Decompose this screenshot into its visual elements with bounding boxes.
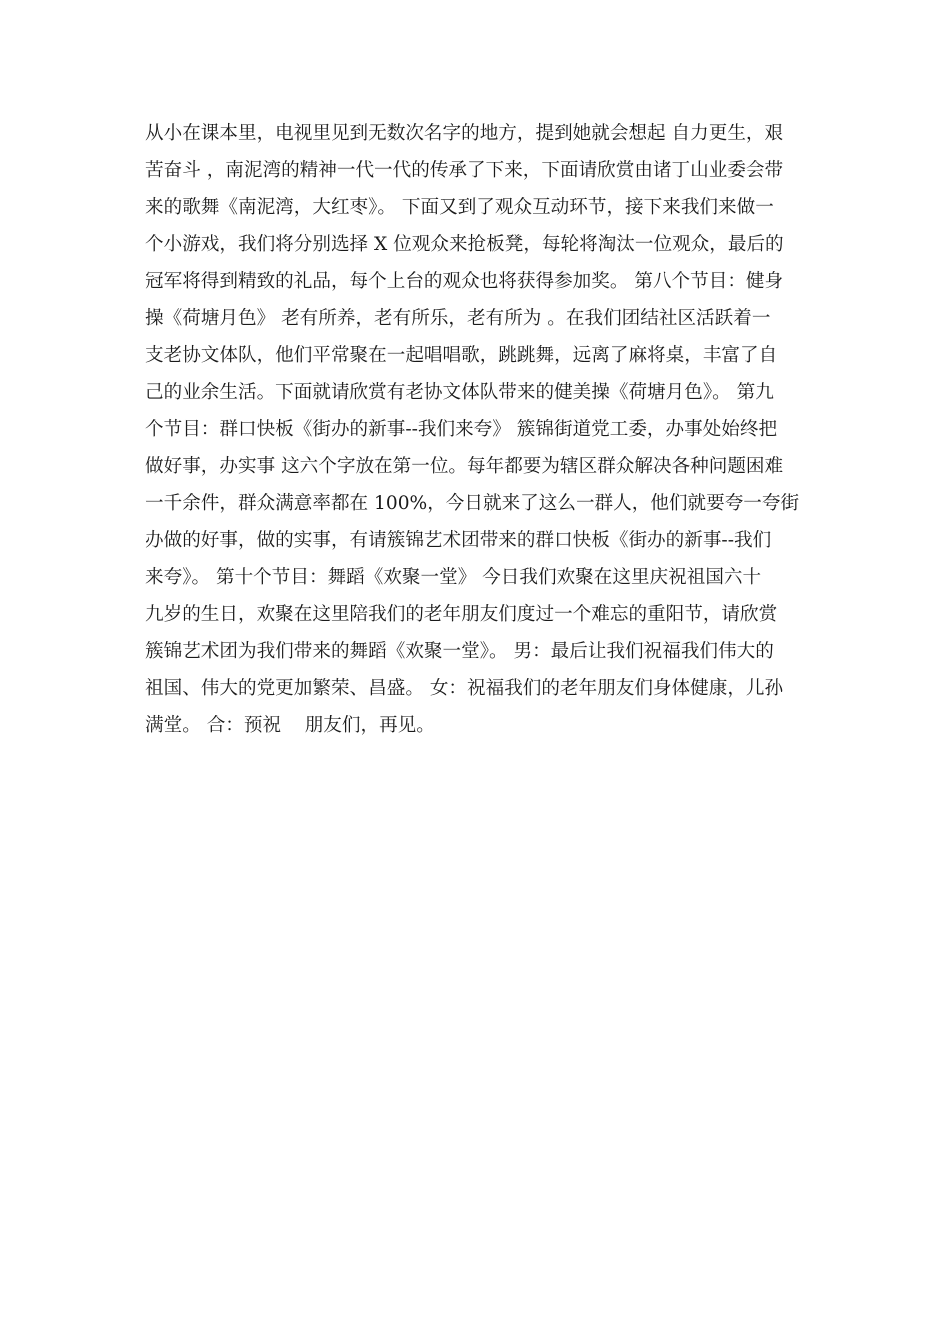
text-line: 做好事，办实事 这六个字放在第一位。每年都要为辖区群众解决各种问题困难 — [145, 456, 784, 477]
text-line: 个小游戏，我们将分别选择 X 位观众来抢板凳，每轮将淘汰一位观众，最后的 — [145, 234, 784, 255]
text-line: 满堂。 合：预祝 朋友们，再见。 — [145, 715, 435, 736]
text-line: 九岁的生日，欢聚在这里陪我们的老年朋友们度过一个难忘的重阳节，请欣赏 — [145, 604, 778, 625]
text-line: 一千余件，群众满意率都在 100%，今日就来了这么一群人，他们就要夸一夸街 — [145, 493, 800, 514]
text-line: 个节目：群口快板《街办的新事--我们来夸》 簇锦街道党工委，办事处始终把 — [145, 419, 778, 440]
body-text — [145, 115, 809, 744]
text-line: 操《荷塘月色》 老有所养，老有所乐，老有所为 。在我们团结社区活跃着一 — [145, 308, 771, 329]
text-line: 来的歌舞《南泥湾，大红枣》。 下面又到了观众互动环节，接下来我们来做一 — [145, 197, 774, 218]
text-line: 祖国、伟大的党更加繁荣、昌盛。 女：祝福我们的老年朋友们身体健康，儿孙 — [145, 678, 784, 699]
text-line: 支老协文体队，他们平常聚在一起唱唱歌，跳跳舞，远离了麻将桌，丰富了自 — [145, 345, 778, 366]
text-line: 簇锦艺术团为我们带来的舞蹈《欢聚一堂》。 男：最后让我们祝福我们伟大的 — [145, 641, 774, 662]
text-line: 从小在课本里，电视里见到无数次名字的地方，提到她就会想起 自力更生，艰 — [145, 123, 784, 144]
text-line: 冠军将得到精致的礼品，每个上台的观众也将获得参加奖。 第八个节目：健身 — [145, 271, 784, 292]
text-line: 办做的好事，做的实事，有请簇锦艺术团带来的群口快板《街办的新事--我们 — [145, 530, 772, 551]
text-line: 来夸》。 第十个节目：舞蹈《欢聚一堂》 今日我们欢聚在这里庆祝祖国六十 — [145, 567, 762, 588]
text-line: 己的业余生活。下面就请欣赏有老协文体队带来的健美操《荷塘月色》。 第九 — [145, 382, 774, 403]
text-line: 苦奋斗 ，南泥湾的精神一代一代的传承了下来，下面请欣赏由诸丁山业委会带 — [145, 160, 784, 181]
